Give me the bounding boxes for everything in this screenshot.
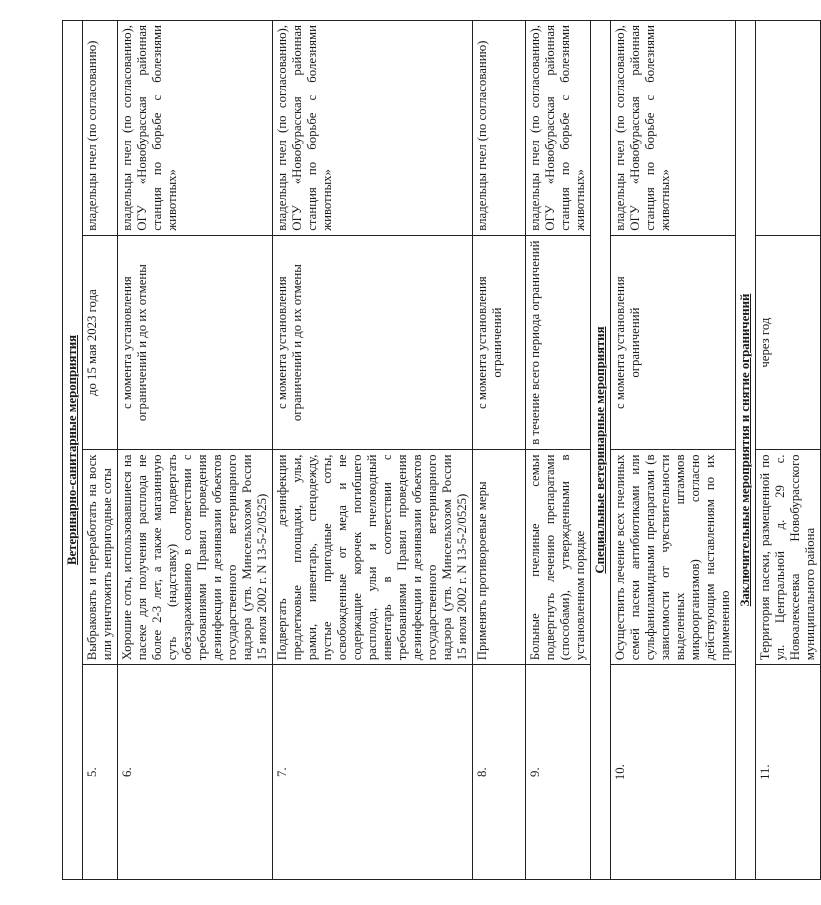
row-term: с момента установления ограничений и до их отмены <box>118 235 273 450</box>
table-row <box>611 21 736 880</box>
row-executor: владельцы пчел (по согласованию), ОГУ «Новобурасская районная станция по борьбе с болезнями животных» <box>118 21 273 236</box>
row-number: 11. <box>756 665 821 880</box>
row-task: Хорошие соты, использовавшиеся на пасеке для получения расплода не более 2-3 лет, а также магазинную суть (надставку) подвергать обеззараживанию в соответствии с требованиями Правил проведения дезинфекции и дезинвазии объектов государственного ветеринарного надзора (утв. Минсельхозом России 15 июля 2002 г. N 13-5-2/0525) <box>118 450 273 665</box>
row-number: 7. <box>273 665 473 880</box>
row-task: Выбраковать и переработать на воск или уничтожить непригодные соты <box>83 450 118 665</box>
table-row <box>118 21 273 880</box>
table-row <box>273 21 473 880</box>
row-task: Осуществить лечение всех пчелиных семей пасеки антибиотиками или сульфаниламидными препаратами (в зависимости от чувствительности выделенных штаммов микроорганизмов) согласно действующим наставлениям по их применению <box>611 450 736 665</box>
section-special-vet: Специальные ветеринарные мероприятия <box>591 21 611 880</box>
measures-table <box>62 20 821 880</box>
row-number: 6. <box>118 665 273 880</box>
row-number: 5. <box>83 665 118 880</box>
rotated-table-sheet <box>62 20 817 880</box>
table-row <box>756 21 821 880</box>
row-executor: владельцы пчел (по согласованию) <box>473 21 526 236</box>
section-header-row <box>736 21 756 880</box>
row-executor: владельцы пчел (по согласованию) <box>83 21 118 236</box>
row-task: Больные пчелиные семьи подвергнуть лечению препаратами (способами), утвержденными в установленном порядке <box>526 450 591 665</box>
row-task: Применять противороевые меры <box>473 450 526 665</box>
section-header-row <box>591 21 611 880</box>
section-vet-sanitary: Ветеринарно-санитарные мероприятия <box>63 21 83 880</box>
row-task: Территория пасеки, размещенной по ул. Центральной д. 29 с. Новоалексеевка Новобурасского муниципального района <box>756 450 821 665</box>
section-final: Заключительные мероприятия и снятие ограничений <box>736 21 756 880</box>
row-number: 10. <box>611 665 736 880</box>
row-number: 9. <box>526 665 591 880</box>
row-term: до 15 мая 2023 года <box>83 235 118 450</box>
row-term: с момента установления ограничений и до их отмены <box>273 235 473 450</box>
section-header-row <box>63 21 83 880</box>
row-executor: владельцы пчел (по согласованию), ОГУ «Новобурасская районная станция по борьбе с болезнями животных» <box>273 21 473 236</box>
row-term: в течение всего периода ограничений <box>526 235 591 450</box>
row-term: с момента установления ограничений <box>473 235 526 450</box>
row-executor: владельцы пчел (по согласованию), ОГУ «Новобурасская районная станция по борьбе с болезнями животных» <box>526 21 591 236</box>
table-row <box>473 21 526 880</box>
row-executor: владельцы пчел (по согласованию), ОГУ «Новобурасская районная станция по борьбе с болезнями животных» <box>611 21 736 236</box>
table-row <box>83 21 118 880</box>
row-term: через год <box>756 235 821 450</box>
row-executor <box>756 21 821 236</box>
row-task: Подвергать дезинфекции предлетковые площадки, ульи, рамки, инвентарь, спецодежду, пустые пригодные соты, освобожденные от меда и не содержащие корочек погибшего расплода, ульи и пчеловодный инвентарь в соответствии с требованиями Правил проведения дезинфекции и дезинвазии объектов государственного ветеринарного надзора (утв. Минсельхозом России 15 июля 2002 г. N 13-5-2/0525) <box>273 450 473 665</box>
row-number: 8. <box>473 665 526 880</box>
row-term: с момента установления ограничений <box>611 235 736 450</box>
table-row <box>526 21 591 880</box>
